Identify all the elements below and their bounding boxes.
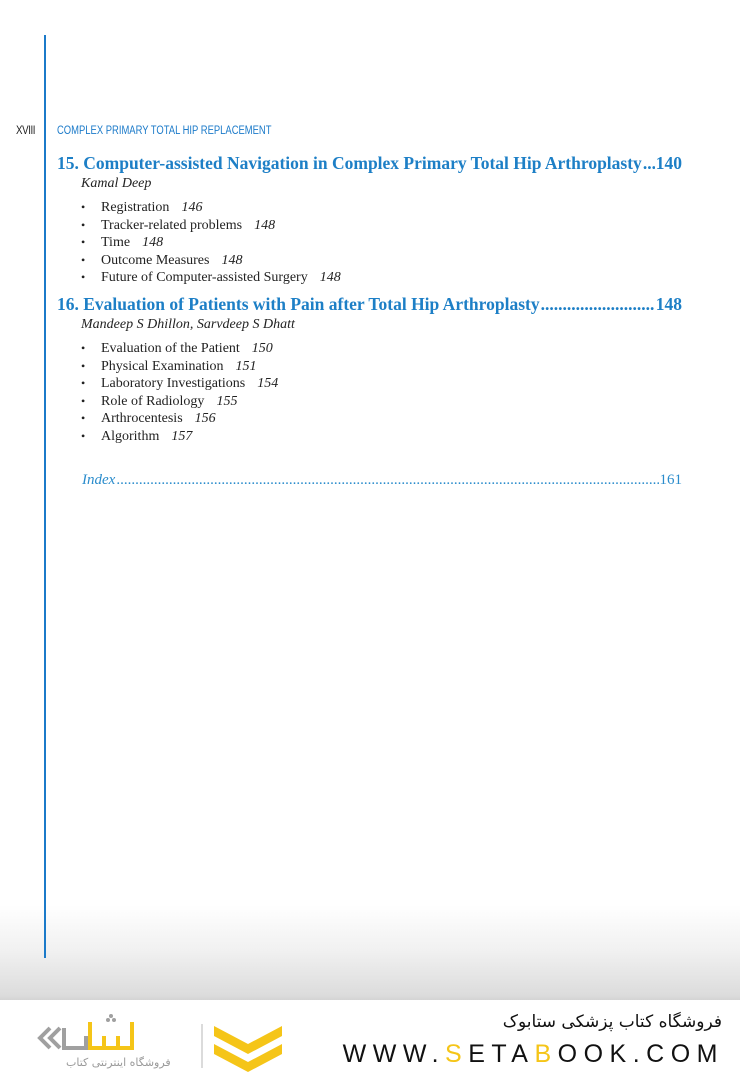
bullet-icon: • (81, 217, 86, 232)
setabook-logo[interactable] (36, 1014, 286, 1074)
topic-label: Laboratory Investigations (101, 376, 246, 391)
topic-item (81, 199, 682, 217)
topic-item (81, 340, 682, 358)
topic-label: Future of Computer-assisted Surgery (101, 270, 308, 285)
running-head (0, 123, 740, 139)
topic-item (81, 358, 682, 376)
bullet-icon: • (81, 428, 86, 443)
topic-page: 148 (142, 235, 164, 250)
topic-page: 148 (221, 252, 243, 268)
topic-list (81, 340, 682, 445)
dot-leader (643, 152, 655, 174)
chapter-title[interactable] (57, 293, 682, 315)
topic-page: 154 (257, 376, 279, 391)
topic-page: 155 (216, 393, 238, 409)
topic-item (81, 269, 682, 287)
topic-page: 148 (254, 217, 276, 233)
topic-page: 157 (171, 428, 193, 444)
store-name: فروشگاه کتاب پزشکی ستابوک (502, 1012, 722, 1032)
topic-page: 151 (235, 358, 257, 374)
toc-chapter-16 (57, 293, 682, 445)
bullet-icon: • (81, 341, 86, 355)
dot-leader (116, 470, 658, 490)
topic-item (81, 393, 682, 411)
store-banner (0, 1000, 740, 1080)
toc-index[interactable] (82, 470, 682, 490)
topic-list (81, 199, 682, 287)
chapter-title[interactable] (57, 152, 682, 174)
store-url[interactable] (343, 1040, 724, 1069)
url-part: WWW. (342, 1040, 446, 1068)
bullet-icon: • (81, 200, 86, 214)
topic-label: Physical Examination (101, 358, 224, 374)
chapter-page-number: 148 (655, 294, 682, 314)
topic-label: Time (101, 235, 131, 250)
topic-page: 156 (194, 411, 216, 426)
bullet-icon: • (81, 358, 86, 373)
index-label: Index (82, 472, 116, 488)
url-part: OOK.COM (557, 1040, 724, 1068)
index-page-number: 161 (659, 472, 682, 488)
book-title: COMPLEX PRIMARY TOTAL HIP REPLACEMENT (57, 125, 272, 137)
chapter-title-text: 16. Evaluation of Patients with Pain after Total Hip Arthroplasty (57, 294, 540, 314)
logo-tagline: فروشگاه اینترنتی کتاب (66, 1056, 171, 1069)
bullet-icon: • (81, 393, 86, 408)
topic-item (81, 252, 682, 270)
bullet-icon: • (81, 411, 86, 425)
topic-label: Algorithm (101, 428, 160, 444)
url-part: ETA (468, 1040, 535, 1068)
url-highlight: S (445, 1040, 469, 1068)
dot-leader (541, 293, 655, 315)
topic-item (81, 410, 682, 428)
bullet-icon: • (81, 270, 86, 284)
topic-label: Role of Radiology (101, 393, 205, 409)
chapter-authors: Kamal Deep (81, 176, 152, 191)
topic-page: 150 (251, 341, 273, 356)
page-folio: XVIII (16, 125, 36, 137)
topic-item (81, 428, 682, 446)
chapter-page-number: 140 (655, 153, 682, 173)
topic-label: Evaluation of the Patient (101, 341, 240, 356)
url-highlight: B (534, 1040, 558, 1068)
chapter-authors: Mandeep S Dhillon, Sarvdeep S Dhatt (81, 317, 295, 332)
topic-label: Registration (101, 200, 170, 215)
bullet-icon: • (81, 376, 86, 390)
topic-label: Tracker-related problems (101, 217, 243, 233)
topic-item (81, 217, 682, 235)
topic-label: Arthrocentesis (101, 411, 183, 426)
margin-rule (44, 35, 46, 958)
topic-label: Outcome Measures (101, 252, 210, 268)
toc-chapter-15 (57, 152, 682, 287)
bullet-icon: • (81, 252, 86, 267)
topic-item (81, 375, 682, 393)
chapter-title-text: 15. Computer-assisted Navigation in Complex Primary Total Hip Arthroplasty (57, 153, 642, 173)
topic-item (81, 234, 682, 252)
topic-page: 148 (319, 270, 341, 285)
bullet-icon: • (81, 235, 86, 249)
topic-page: 146 (181, 200, 203, 215)
